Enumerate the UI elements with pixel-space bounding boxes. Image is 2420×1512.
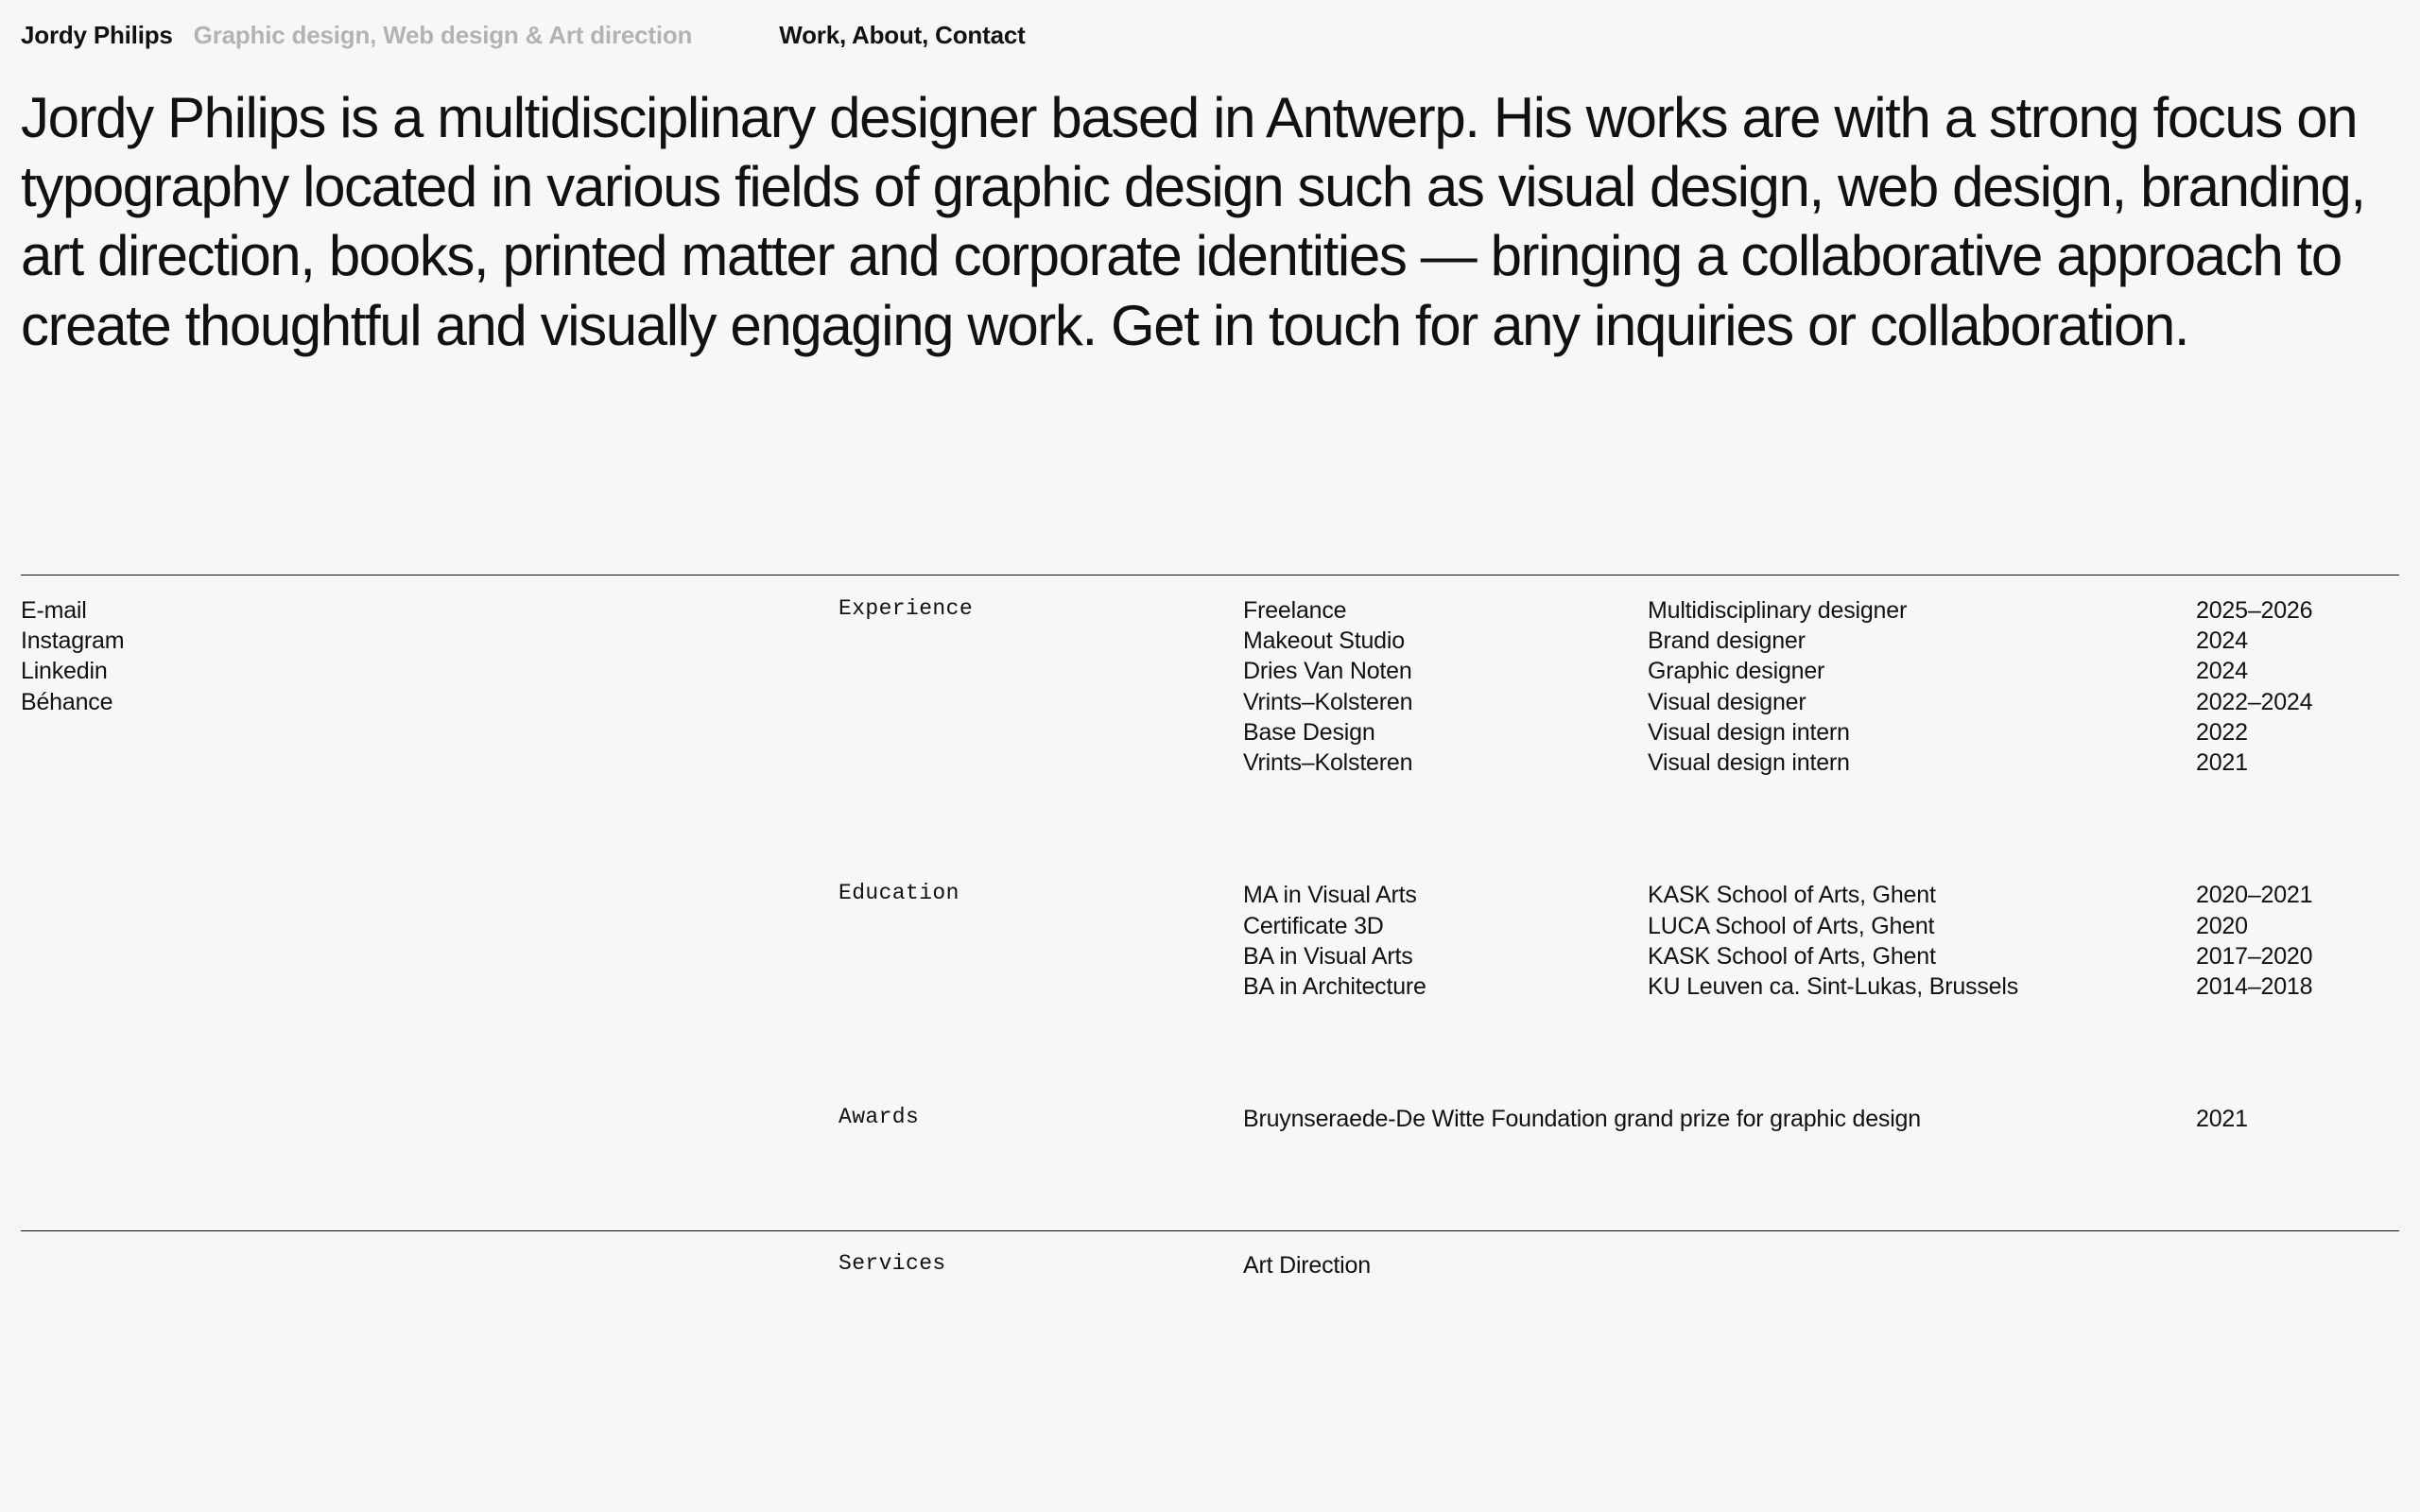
contact-links[interactable] (21, 595, 838, 779)
table-row: 2014–2018 (2196, 973, 2313, 1000)
awards-years (2196, 1104, 2399, 1134)
table-row: KASK School of Arts, Ghent (1648, 882, 1936, 909)
table-row: Certificate 3D (1243, 912, 1384, 939)
table-row: 2017–2020 (2196, 942, 2313, 970)
table-row: Visual design intern (1648, 718, 1850, 746)
brand-name: Jordy Philips (21, 21, 173, 49)
table-row: Base Design (1243, 718, 1375, 746)
section-label-awards: Awards (838, 1105, 920, 1130)
link-linkedin[interactable]: Linkedin (21, 658, 108, 685)
table-row: 2025–2026 (2196, 596, 2313, 624)
table-row: Freelance (1243, 596, 1347, 624)
spacer (21, 880, 838, 1002)
education-schools (1648, 880, 2196, 1002)
experience-years (2196, 595, 2399, 779)
link-instagram[interactable]: Instagram (21, 627, 125, 654)
section-label-services: Services (838, 1250, 946, 1276)
table-row: 2024 (2196, 627, 2248, 654)
table-row: 2020 (2196, 912, 2248, 939)
table-row: BA in Architecture (1243, 973, 1426, 1000)
table-row: 2021 (2196, 1106, 2248, 1133)
table-row: Dries Van Noten (1243, 658, 1412, 685)
education-section (21, 778, 2399, 1002)
table-row: 2022–2024 (2196, 688, 2313, 715)
nav-links[interactable] (779, 21, 1025, 50)
education-degrees (1243, 880, 1648, 1002)
services-items (1243, 1250, 1648, 1280)
education-years (2196, 880, 2399, 1002)
spacer (2196, 1250, 2399, 1280)
table-row: KU Leuven ca. Sint-Lukas, Brussels (1648, 973, 2019, 1000)
brand-tagline: Graphic design, Web design & Art direction (193, 21, 693, 49)
spacer (21, 1104, 838, 1134)
intro-paragraph: Jordy Philips is a multidisciplinary designer based in Antwerp. His works are with a strong focus on typography located in various fields of graphic design such as visual design, web design, branding, art direction, books, printed matter and corporate identities — bringing a collaborative approach to create thoughtful and visually engaging work. Get in touch for any inquiries or collaboration. (21, 86, 2365, 357)
table-row: Graphic designer (1648, 658, 1825, 685)
table-row: Makeout Studio (1243, 627, 1405, 654)
table-row: MA in Visual Arts (1243, 882, 1417, 909)
link-behance[interactable]: Béhance (21, 688, 113, 715)
nav-links-label[interactable]: Work, About, Contact (779, 21, 1026, 49)
top-navigation (21, 0, 2399, 74)
table-row: KASK School of Arts, Ghent (1648, 942, 1936, 970)
table-row: LUCA School of Arts, Ghent (1648, 912, 1935, 939)
table-row: 2024 (2196, 658, 2248, 685)
awards-section (21, 1002, 2399, 1134)
link-email[interactable]: E-mail (21, 596, 87, 624)
services-section (21, 1231, 2399, 1280)
list-item: Art Direction (1243, 1251, 1371, 1279)
experience-section (21, 576, 2399, 779)
table-row: Bruynseraede-De Witte Foundation grand prize for graphic design (1243, 1106, 1921, 1133)
table-row: Visual designer (1648, 688, 1806, 715)
table-row: 2021 (2196, 749, 2248, 776)
table-row: Multidisciplinary designer (1648, 596, 1908, 624)
spacer (1648, 1250, 2196, 1280)
table-row: Vrints–Kolsteren (1243, 688, 1413, 715)
table-row: 2022 (2196, 718, 2248, 746)
awards-titles (1243, 1104, 2196, 1134)
section-label-education: Education (838, 881, 959, 906)
experience-companies (1243, 595, 1648, 779)
table-row: Brand designer (1648, 627, 1806, 654)
section-label-experience: Experience (838, 595, 974, 621)
table-row: Visual design intern (1648, 749, 1850, 776)
table-row: BA in Visual Arts (1243, 942, 1413, 970)
spacer (21, 1250, 838, 1280)
table-row: 2020–2021 (2196, 882, 2313, 909)
experience-roles (1648, 595, 2196, 779)
table-row: Vrints–Kolsteren (1243, 749, 1413, 776)
